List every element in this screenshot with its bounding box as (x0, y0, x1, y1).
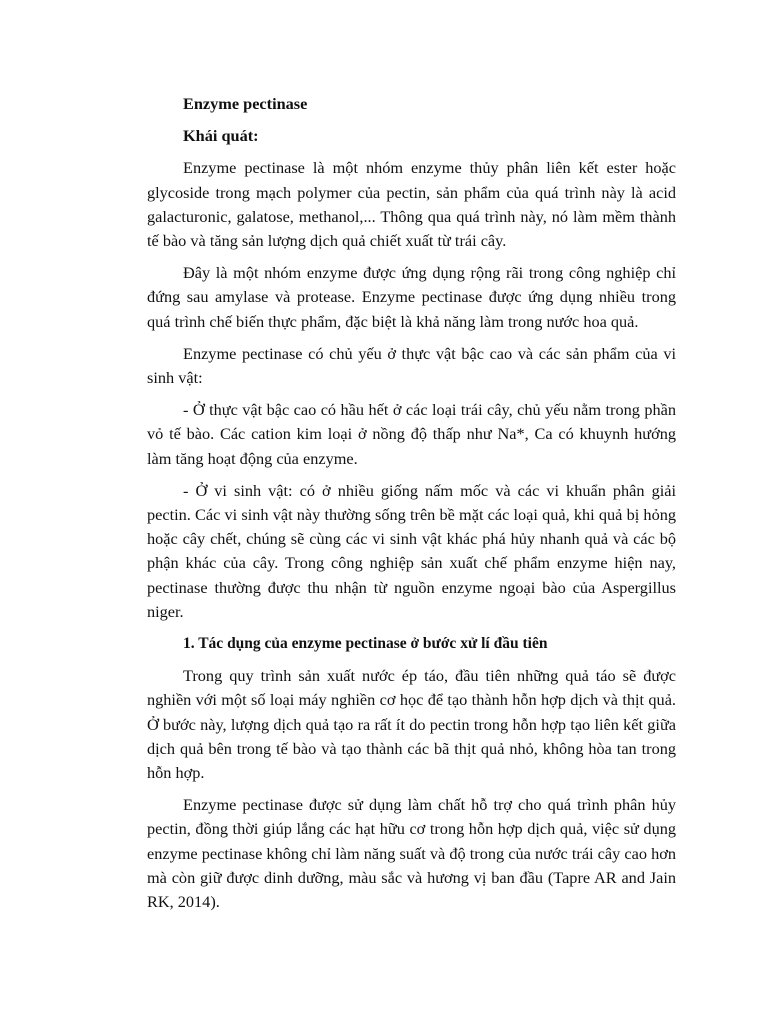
paragraph-intro-3: Enzyme pectinase có chủ yếu ở thực vật bậc cao và các sản phẩm của vi sinh vật: (147, 343, 676, 388)
paragraph-intro-4: - Ở thực vật bậc cao có hầu hết ở các loại trái cây, chủ yếu nằm trong phần vỏ tế bào. Các cation kim loại ở nồng độ thấp như Na*, Ca có khuynh hướng làm tăng hoạt động của enzyme. (147, 400, 676, 468)
paragraph-intro-5: - Ở vi sinh vật: có ở nhiều giống nấm mốc và các vi khuẩn phân giải pectin. Các vi sinh vật này thường sống trên bề mặt các loại quả, khi quả bị hỏng hoặc cây chết, chúng sẽ cùng các vi sinh vật khác phá hủy nhanh quả và các bộ phận khác của cây. Trong công nghiệp sản xuất chế phẩm enzyme hiện nay, pectinase thường được thu nhận từ nguồn enzyme ngoại bào của Aspergillus niger. (147, 480, 676, 621)
paragraph-intro-1: Enzyme pectinase là một nhóm enzyme thủy phân liên kết ester hoặc glycoside trong mạch polymer của pectin, sản phẩm của quá trình này là acid galacturonic, galatose, methanol,... Thông qua quá trình này, nó làm mềm thành tế bào và tăng sản lượng dịch quả chiết xuất từ trái cây. (147, 158, 676, 251)
document-title: Enzyme pectinase (183, 94, 308, 113)
paragraph-section-1-1: Trong quy trình sản xuất nước ép táo, đầu tiên những quả táo sẽ được nghiền với một số loại máy nghiền cơ học để tạo thành hỗn hợp dịch và thịt quả. Ở bước này, lượng dịch quả tạo ra rất ít do pectin trong hỗn hợp tạo liên kết giữa dịch quả bên trong tế bào và tạo thành các bã thịt quả nhỏ, không hòa tan trong hỗn hợp. (147, 666, 676, 783)
section-1-title: 1. Tác dụng của enzyme pectinase ở bước xử lí đầu tiên (183, 635, 548, 653)
document-body (147, 92, 676, 922)
paragraph-section-1-2: Enzyme pectinase được sử dụng làm chất hỗ trợ cho quá trình phân hủy pectin, đồng thời giúp lắng các hạt hữu cơ trong hỗn hợp dịch quả, việc sử dụng enzyme pectinase không chỉ làm năng suất và độ trong của nước trái cây cao hơn mà còn giữ được dinh dưỡng, màu sắc và hương vị ban đầu (Tapre AR and Jain RK, 2014). (147, 795, 676, 912)
document-subtitle: Khái quát: (183, 126, 259, 146)
paragraph-intro-2: Đây là một nhóm enzyme được ứng dụng rộng rãi trong công nghiệp chỉ đứng sau amylase và protease. Enzyme pectinase được ứng dụng nhiều trong quá trình chế biến thực phẩm, đặc biệt là khả năng làm trong nước hoa quả. (147, 263, 676, 331)
